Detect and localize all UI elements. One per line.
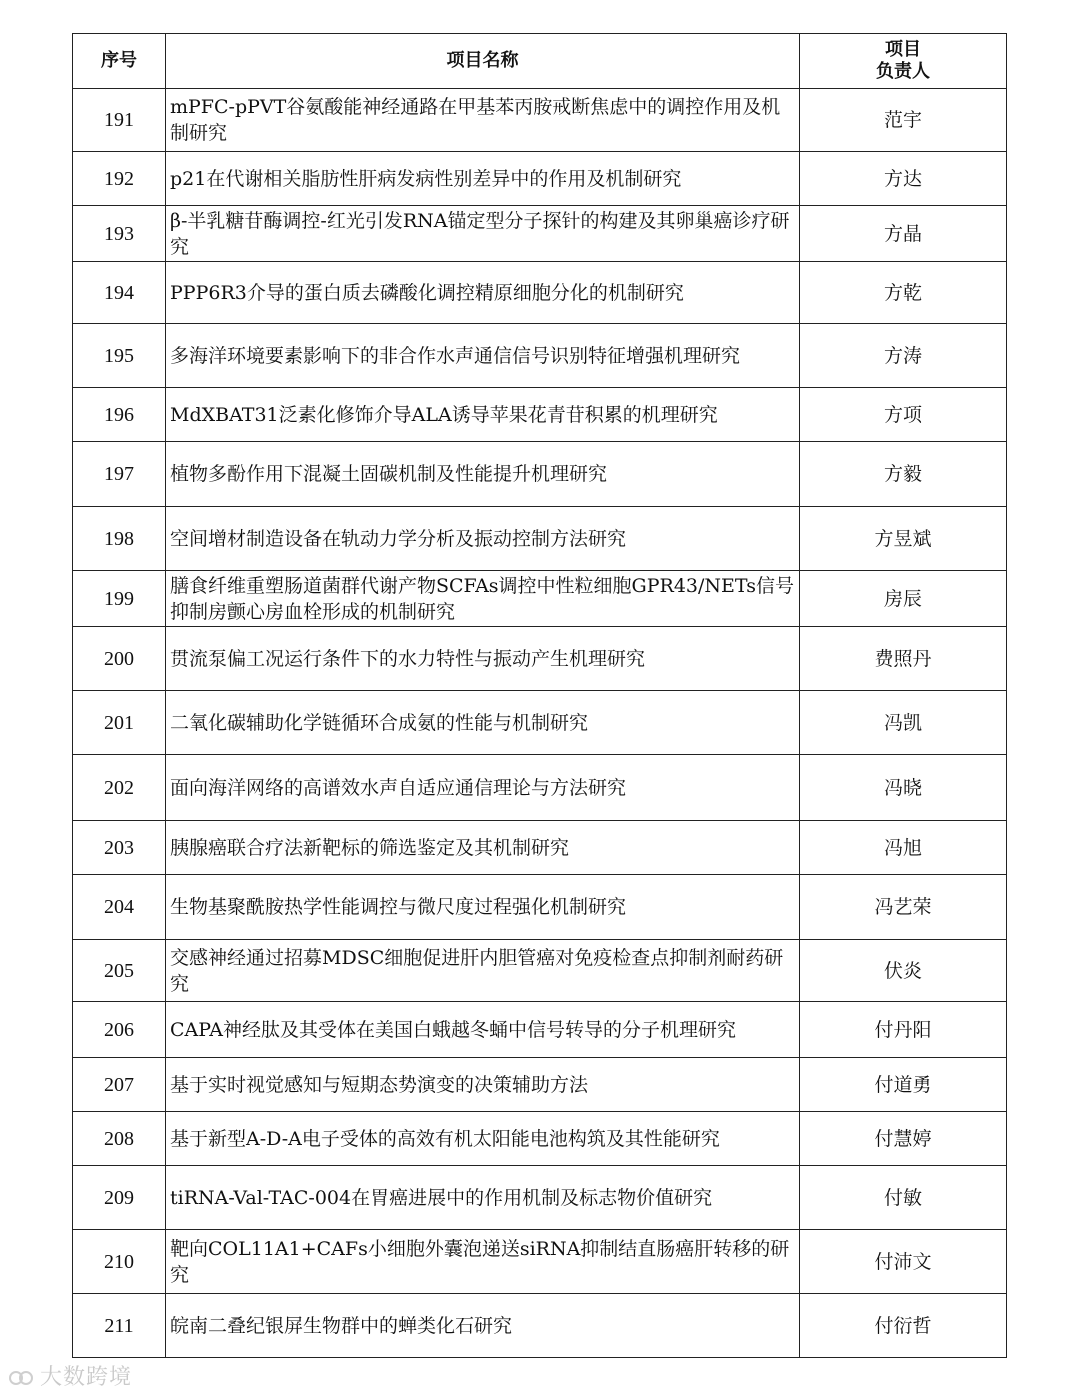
row-project-name: 靶向COL11A1+CAFs小细胞外囊泡递送siRNA抑制结直肠癌肝转移的研究 [166,1230,800,1294]
table-header-row [73,34,1007,89]
row-leader: 付衍哲 [800,1294,1007,1358]
table-row [73,875,1007,940]
row-index: 208 [73,1112,166,1166]
row-project-name: β-半乳糖苷酶调控-红光引发RNA锚定型分子探针的构建及其卵巢癌诊疗研究 [166,206,800,262]
watermark [8,1360,132,1391]
row-index: 204 [73,875,166,940]
row-index: 193 [73,206,166,262]
row-index: 207 [73,1058,166,1112]
row-index: 210 [73,1230,166,1294]
row-project-name: CAPA神经肽及其受体在美国白蛾越冬蛹中信号转导的分子机理研究 [166,1002,800,1058]
row-project-name: 多海洋环境要素影响下的非合作水声通信信号识别特征增强机理研究 [166,324,800,388]
table-row [73,1112,1007,1166]
row-project-name: 空间增材制造设备在轨动力学分析及振动控制方法研究 [166,507,800,571]
row-leader: 付道勇 [800,1058,1007,1112]
row-leader: 冯凯 [800,691,1007,755]
header-leader-line1: 项目 [885,39,921,60]
row-leader: 方乾 [800,262,1007,324]
row-project-name: tiRNA-Val-TAC-004在胃癌进展中的作用机制及标志物价值研究 [166,1166,800,1230]
row-project-name: 交感神经通过招募MDSC细胞促进肝内胆管癌对免疫检查点抑制剂耐药研究 [166,940,800,1002]
table-row [73,324,1007,388]
table-row [73,1230,1007,1294]
table-row [73,1058,1007,1112]
header-index: 序号 [73,34,166,89]
row-index: 209 [73,1166,166,1230]
row-project-name: 植物多酚作用下混凝土固碳机制及性能提升机理研究 [166,442,800,507]
row-index: 200 [73,627,166,691]
row-leader: 方毅 [800,442,1007,507]
row-project-name: 贯流泵偏工况运行条件下的水力特性与振动产生机理研究 [166,627,800,691]
table-row [73,1166,1007,1230]
row-leader: 冯晓 [800,755,1007,821]
table-row [73,691,1007,755]
table-row [73,940,1007,1002]
header-project-name: 项目名称 [166,34,800,89]
table-row [73,206,1007,262]
table-row [73,755,1007,821]
row-index: 205 [73,940,166,1002]
row-leader: 伏炎 [800,940,1007,1002]
row-leader: 房辰 [800,571,1007,627]
watermark-text: 大数跨境 [40,1365,133,1390]
table-row [73,89,1007,152]
row-leader: 付丹阳 [800,1002,1007,1058]
table-row [73,152,1007,206]
row-index: 211 [73,1294,166,1358]
row-index: 198 [73,507,166,571]
row-project-name: 二氧化碳辅助化学链循环合成氨的性能与机制研究 [166,691,800,755]
row-project-name: MdXBAT31泛素化修饰介导ALA诱导苹果花青苷积累的机理研究 [166,388,800,442]
table-row [73,388,1007,442]
header-leader-line2: 负责人 [876,61,930,82]
row-index: 202 [73,755,166,821]
row-index: 206 [73,1002,166,1058]
row-leader: 付敏 [800,1166,1007,1230]
table-row [73,442,1007,507]
table-row [73,571,1007,627]
project-table [72,33,1007,1358]
row-index: 203 [73,821,166,875]
row-project-name: 膳食纤维重塑肠道菌群代谢产物SCFAs调控中性粒细胞GPR43/NETs信号抑制房颤心房血栓形成的机制研究 [166,571,800,627]
row-project-name: 面向海洋网络的高谱效水声自适应通信理论与方法研究 [166,755,800,821]
row-leader: 范宇 [800,89,1007,152]
row-project-name: 生物基聚酰胺热学性能调控与微尺度过程强化机制研究 [166,875,800,940]
row-project-name: PPP6R3介导的蛋白质去磷酸化调控精原细胞分化的机制研究 [166,262,800,324]
row-leader: 冯艺荣 [800,875,1007,940]
row-leader: 方达 [800,152,1007,206]
project-table-container [72,33,1007,1358]
table-row [73,507,1007,571]
table-row [73,1002,1007,1058]
row-project-name: mPFC-pPVT谷氨酸能神经通路在甲基苯丙胺戒断焦虑中的调控作用及机制研究 [166,89,800,152]
row-leader: 冯旭 [800,821,1007,875]
row-leader: 方涛 [800,324,1007,388]
row-project-name: p21在代谢相关脂肪性肝病发病性别差异中的作用及机制研究 [166,152,800,206]
row-index: 199 [73,571,166,627]
row-index: 194 [73,262,166,324]
row-leader: 付沛文 [800,1230,1007,1294]
row-project-name: 基于实时视觉感知与短期态势演变的决策辅助方法 [166,1058,800,1112]
row-index: 196 [73,388,166,442]
row-leader: 方项 [800,388,1007,442]
row-project-name: 胰腺癌联合疗法新靶标的筛选鉴定及其机制研究 [166,821,800,875]
row-index: 195 [73,324,166,388]
row-project-name: 基于新型A-D-A电子受体的高效有机太阳能电池构筑及其性能研究 [166,1112,800,1166]
row-leader: 方昱斌 [800,507,1007,571]
row-index: 201 [73,691,166,755]
table-row [73,262,1007,324]
table-body [73,89,1007,1358]
watermark-logo-icon [8,1367,34,1389]
row-project-name: 皖南二叠纪银屏生物群中的蝉类化石研究 [166,1294,800,1358]
table-row [73,627,1007,691]
row-index: 192 [73,152,166,206]
row-leader: 方晶 [800,206,1007,262]
row-index: 191 [73,89,166,152]
row-index: 197 [73,442,166,507]
row-leader: 费照丹 [800,627,1007,691]
table-row [73,821,1007,875]
table-row [73,1294,1007,1358]
header-leader [800,34,1007,89]
row-leader: 付慧婷 [800,1112,1007,1166]
